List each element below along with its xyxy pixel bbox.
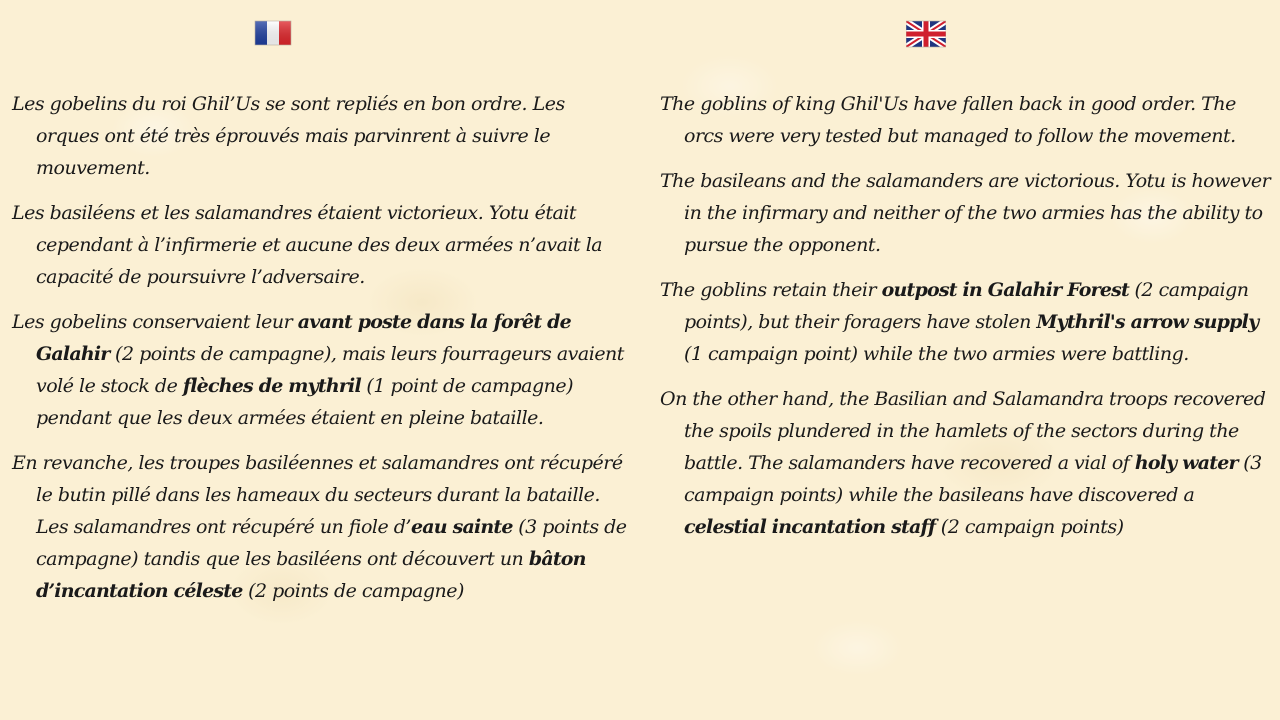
- uk-flag-icon: [906, 18, 946, 48]
- bold-term: holy water: [1134, 452, 1238, 474]
- bold-term: avant poste dans la forêt de Galahir: [36, 311, 571, 365]
- bold-term: Mythril's arrow supply: [1036, 311, 1259, 333]
- english-paragraph-3: [660, 274, 1272, 370]
- text-run: The basileans and the salamanders are victorious. Yotu is however in the infirmary and neither of the two armies has the ability to pursue the opponent.: [660, 170, 1271, 256]
- french-flag-icon: [253, 18, 293, 48]
- english-text: [660, 88, 1272, 556]
- text-run: En revanche, les troupes basiléennes et salamandres ont récupéré le butin pillé dans les hameaux du secteurs durant la bataille. Les salamandres ont récupéré un fiole d’: [12, 452, 623, 538]
- bold-term: eau sainte: [410, 516, 513, 538]
- bold-term: outpost in Galahir Forest: [881, 279, 1129, 301]
- french-paragraph-3: [12, 306, 632, 434]
- english-column: [648, 0, 1280, 720]
- text-run: (2 campaign points), but their foragers have stolen: [684, 279, 1249, 333]
- french-text: [12, 88, 632, 620]
- english-paragraph-1: [660, 88, 1272, 152]
- text-run: (2 points de campagne), mais leurs fourrageurs avaient volé le stock de: [36, 343, 624, 397]
- english-paragraph-2: [660, 165, 1272, 261]
- text-run: (2 campaign points): [935, 516, 1124, 538]
- text-run: The goblins of king Ghil'Us have fallen back in good order. The orcs were very tested but managed to follow the movement.: [660, 93, 1236, 147]
- text-run: (1 campaign point) while the two armies were battling.: [684, 343, 1189, 365]
- text-run: (1 point de campagne) pendant que les deux armées étaient en pleine bataille.: [36, 375, 574, 429]
- text-run: (3 campaign points) while the basileans have discovered a: [684, 452, 1262, 506]
- text-run: The goblins retain their: [660, 279, 882, 301]
- text-run: (3 points de campagne) tandis que les basiléens ont découvert un: [36, 516, 627, 570]
- bold-term: bâton d’incantation céleste: [36, 548, 586, 602]
- french-paragraph-2: [12, 197, 632, 293]
- text-run: Les gobelins du roi Ghil’Us se sont repliés en bon ordre. Les orques ont été très éprouvés mais parvinrent à suivre le mouvement.: [12, 93, 565, 179]
- french-paragraph-4: [12, 447, 632, 607]
- text-run: On the other hand, the Basilian and Salamandra troops recovered the spoils plundered in the hamlets of the sectors during the battle. The salamanders have recovered a vial of: [660, 388, 1266, 474]
- text-run: Les gobelins conservaient leur: [12, 311, 298, 333]
- bold-term: celestial incantation staff: [684, 516, 936, 538]
- english-paragraph-4: [660, 383, 1272, 543]
- text-run: Les basiléens et les salamandres étaient victorieux. Yotu était cependant à l’infirmerie et aucune des deux armées n’avait la capacité de poursuivre l’adversaire.: [12, 202, 603, 288]
- text-run: (2 points de campagne): [242, 580, 464, 602]
- bold-term: flèches de mythril: [182, 375, 361, 397]
- french-paragraph-1: [12, 88, 632, 184]
